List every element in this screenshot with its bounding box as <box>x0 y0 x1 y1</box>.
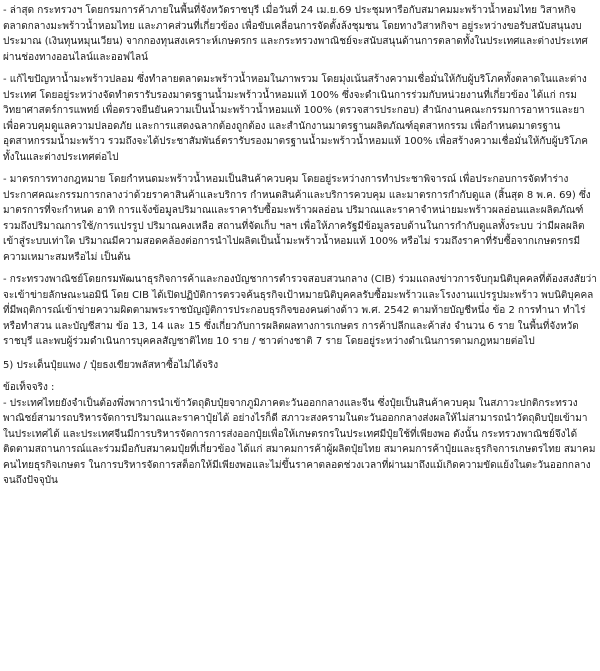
section-heading-fertilizer: 5) ประเด็นปุ๋ยแพง / ปุ๋ยธงเขียวพลัสหาซื้อไม่ได้จริง <box>3 359 219 371</box>
paragraph-nominee-arrest: - กระทรวงพาณิชย์โดยกรมพัฒนาธุรกิจการค้าและกองบัญชาการตำรวจสอบสวนกลาง (CIB) ร่วมแถลงข่าวการจับกุมนิติบุคคลที่ต้องสงสัยว่าจะเข้าข่ายลักษณะนอมินี โดย CIB ได้เปิดปฏิบัติการตรวจค้นธุรกิจเป้าหมายนิติบุคคลรับซื้อมะพร้าวและโรงงานแปรรูปมะพร้าว พบนิติบุคคลที่มีพฤติการณ์เข้าข่ายความผิดตามพระราชบัญญัติการประกอบธุรกิจของคนต่างด้าว พ.ศ. 2542 ตามท้ายบัญชีหนึ่ง ข้อ 2 การทำนา ทำไร่ หรือทำสวน และบัญชีสาม ข้อ 13, 14 และ 15 ซึ่งเกี่ยวกับการผลิตผลทางการเกษตร การค้าปลีกและค้าส่ง จำนวน 6 ราย ในพื้นที่จังหวัดราชบุรี และพบผู้ร่วมดำเนินการบุคคลสัญชาติไทย 10 ราย / ชาวต่างชาติ 7 ราย โดยอยู่ระหว่างดำเนินการตามกฎหมายต่อไป <box>3 274 597 347</box>
facts-label: ข้อเท็จจริง : <box>3 382 55 393</box>
paragraph-fake-coconut-water: - แก้ไขปัญหาน้ำมะพร้าวปลอม ซึ่งทำลายตลาดมะพร้าวน้ำหอมในภาพรวม โดยมุ่งเน้นสร้างความเชื่อมั่นให้กับผู้บริโภคทั้งตลาดในและต่างประเทศ โดยอยู่ระหว่างจัดทำตรารับรองมาตรฐานน้ำมะพร้าวน้ำหอมแท้ 100% ซึ่งจะดำเนินการร่วมกับหน่วยงานที่เกี่ยวข้อง ได้แก่ กรมวิทยาศาสตร์การแพทย์ เพื่อตรวจยืนยันความเป็นน้ำมะพร้าวน้ำหอมแท้ 100% (ตรวจสารประกอบ) สำนักงานคณะกรรมการอาหารและยา เพื่อควบคุมดูแลความปลอดภัย และการแสดงฉลากต้องถูกต้อง และสำนักงานมาตรฐานผลิตภัณฑ์อุตสาหกรรม เพื่อกำหนดมาตรฐานอุตสาหกรรมน้ำมะพร้าว รวมถึงจะได้ประชาสัมพันธ์ตรารับรองมาตรฐานน้ำมะพร้าวน้ำหอมแท้ 100% เพื่อสร้างความเชื่อมั่นให้กับผู้บริโภคทั้งในและต่างประเทศต่อไป <box>3 74 588 163</box>
paragraph-legal-measures: - มาตรการทางกฎหมาย โดยกำหนดมะพร้าวน้ำหอมเป็นสินค้าควบคุม โดยอยู่ระหว่างการทำประชาพิจารณ์ เพื่อประกอบการจัดทำร่างประกาศคณะกรรมการกลางว่าด้วยราคาสินค้าและบริการ กำหนดสินค้าและบริการควบคุม และมาตรการกำกับดูแล (สิ้นสุด 8 พ.ค. 69) ซึ่งมาตรการที่จะกำหนด อาทิ การแจ้งข้อมูลปริมาณและราคารับซื้อมะพร้าวผลอ่อน ปริมาณและราคาจำหน่ายมะพร้าวผลอ่อนและผลิตภัณฑ์ รวมถึงปริมาณการใช้/การแปรรูป ปริมาณคงเหลือ สถานที่จัดเก็บ ฯลฯ เพื่อให้ภาครัฐมีข้อมูลรอบด้านในการกำกับดูแลทั้งระบบ ว่ามีผลผลิตเข้าสู่ระบบเท่าใด ปริมาณมีความสอดคล้องต่อการนำไปผลิตเป็นน้ำมะพร้าวน้ำหอมแท้ 100% หรือไม่ รวมถึงราคาที่รับซื้อจากเกษตรกรมีความเหมาะสมหรือไม่ เป็นต้น <box>3 174 591 263</box>
paragraph-fertilizer-facts: - ประเทศไทยยังจำเป็นต้องพึ่งพาการนำเข้าวัตถุดิบปุ๋ยจากภูมิภาคตะวันออกกลางและจีน ซึ่งปุ๋ยเป็นสินค้าควบคุม ในสภาวะปกติกระทรวงพาณิชย์สามารถบริหารจัดการปริมาณและราคาปุ๋ยได้ อย่างไรก็ดี สภาวะสงครามในตะวันออกกลางส่งผลให้ไม่สามารถนำวัตถุดิบปุ๋ยเข้ามาในประเทศได้ และประเทศจีนมีการบริหารจัดการการส่งออกปุ๋ยเพื่อให้เกษตรกรในประเทศมีปุ๋ยใช้ที่เพียงพอ ดังนั้น กระทรวงพาณิชย์จึงได้ติดตามสถานการณ์และร่วมมือกับสมาคมปุ๋ยที่เกี่ยวข้อง ได้แก่ สมาคมการค้าผู้ผลิตปุ๋ยไทย สมาคมการค้าปุ๋ยและธุรกิจการเกษตรไทย สมาคมคนไทยธุรกิจเกษตร ในการบริหารจัดการสต็อกให้มีเพียงพอและไม่ขึ้นราคาตลอดช่วงเวลาที่ผ่านมาถึงแม้เกิดความขัดแย้งในตะวันออกกลางจนถึงปัจจุบัน <box>3 397 596 486</box>
paragraph-coconut-community-hub: - ล่าสุด กระทรวงฯ โดยกรมการค้าภายในพื้นที่จังหวัดราชบุรี เมื่อวันที่ 24 เม.ย.69 ประชุมหารือกับสมาคมมะพร้าวน้ำหอมไทย วิสาหกิจตลาดกลางมะพร้าวน้ำหอมไทย และภาคส่วนที่เกี่ยวข้อง เพื่อขับเคลื่อนการจัดตั้งล้งชุมชน โดยทางวิสาหกิจฯ อยู่ระหว่างขอรับสนับสนุนงบประมาณ (เงินทุนหมุนเวียน) จากกองทุนสงเคราะห์เกษตรกร และกระทรวงพาณิชย์จะสนับสนุนด้านการตลาดทั้งในประเทศและต่างประเทศ ผ่านช่องทางออนไลน์และออฟไลน์ <box>3 5 588 63</box>
